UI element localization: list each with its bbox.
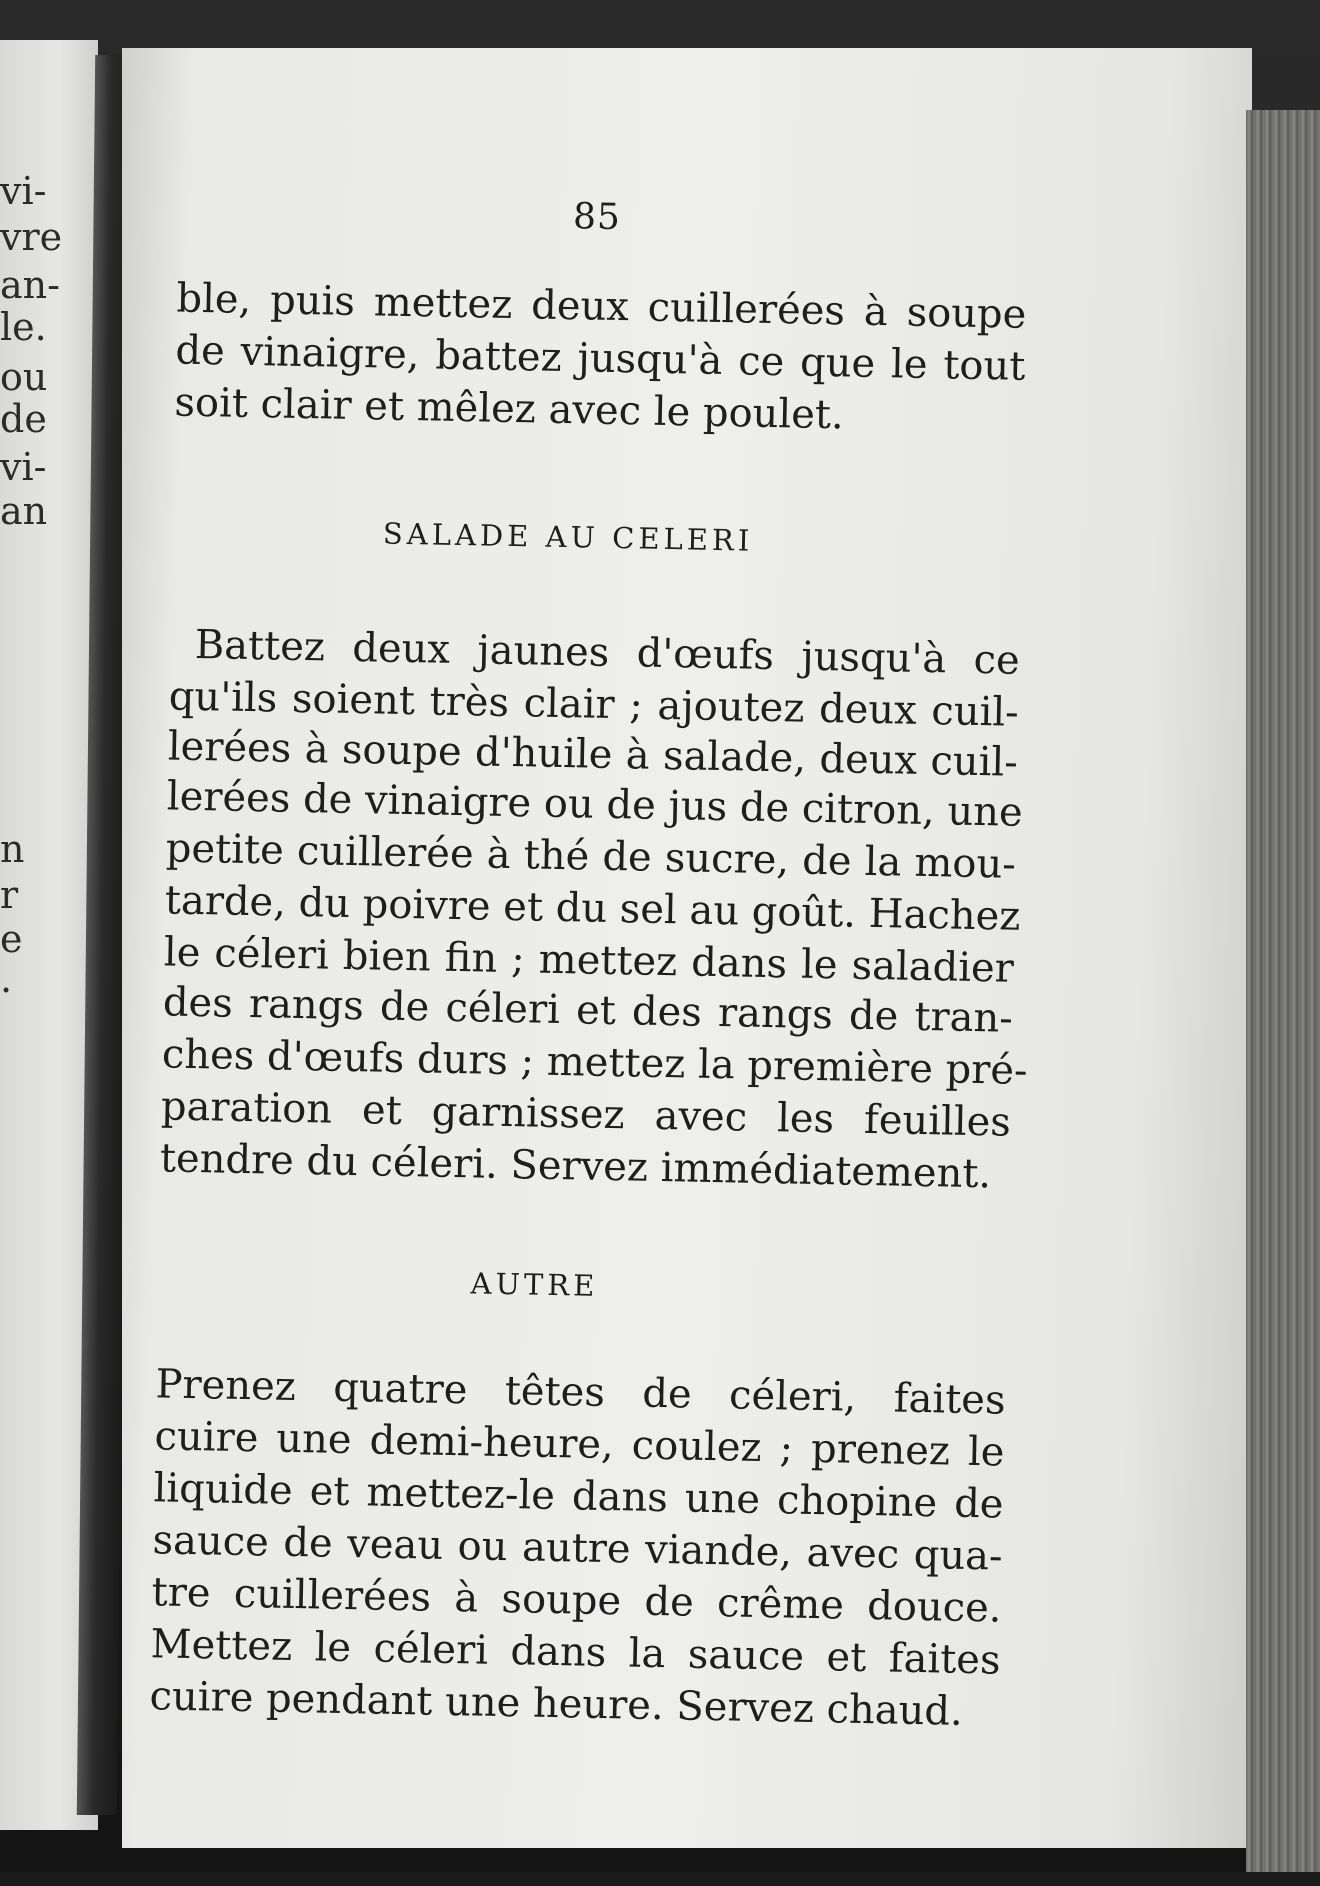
body-line: ble, puis mettez deux cuillerées à soupe (176, 275, 1027, 338)
section-heading-autre: AUTRE (470, 1266, 599, 1303)
left-fragment: vi- (0, 445, 47, 489)
left-fragment: vre (0, 215, 63, 259)
body-line: petite cuillerée à thé de sucre, de la mou- (165, 825, 1017, 888)
left-fragment: an (0, 489, 48, 533)
body-line: soit clair et mêlez avec le poulet. (174, 379, 845, 439)
section-heading-salade-au-celeri: SALADE AU CELERI (382, 516, 754, 558)
body-line: liquide et mettez-le dans une chopine de (153, 1465, 1004, 1528)
body-line: cuire une demi-heure, coulez ; prenez le (154, 1413, 1005, 1476)
body-line: Battez deux jaunes d'œufs jusqu'à ce (194, 621, 1021, 684)
page-number: 85 (572, 196, 622, 239)
body-line: paration et garnissez avec les feuilles (160, 1083, 1012, 1146)
body-line: qu'ils soient très clair ; ajoutez deux cuil- (168, 673, 1020, 736)
body-line: tre cuillerées à soupe de crême douce. (151, 1569, 1002, 1632)
left-fragment: r (0, 873, 19, 917)
body-line: de vinaigre, battez jusqu'à ce que le tout (175, 327, 1026, 390)
body-line: le céleri bien fin ; mettez dans le saladier (163, 929, 1015, 992)
body-line: des rangs de céleri et des rangs de tran- (162, 979, 1014, 1042)
left-fragment: n (0, 827, 25, 871)
body-line: sauce de veau ou autre viande, avec qua- (152, 1517, 1003, 1580)
left-fragment: vi- (0, 169, 47, 213)
left-fragment: de (0, 397, 47, 441)
body-line: cuire pendant une heure. Servez chaud. (149, 1673, 964, 1735)
left-fragment: . (0, 957, 13, 1001)
left-fragment: ou (0, 355, 48, 399)
body-line: Mettez le céleri dans la sauce et faites (150, 1621, 1001, 1684)
left-fragment: an- (0, 263, 60, 307)
body-line: tarde, du poivre et du sel au goût. Hachez (164, 877, 1021, 940)
left-fragment: le. (0, 305, 47, 349)
body-line: Prenez quatre têtes de céleri, faites (155, 1361, 1006, 1424)
body-line: tendre du céleri. Servez immédiatement. (159, 1135, 992, 1198)
body-line: lerées de vinaigre ou de jus de citron, une (166, 773, 1024, 836)
body-line: ches d'œufs durs ; mettez la première pré- (161, 1031, 1028, 1095)
left-fragment: e (0, 917, 23, 961)
body-line: lerées à soupe d'huile à salade, deux cuil- (167, 723, 1019, 786)
